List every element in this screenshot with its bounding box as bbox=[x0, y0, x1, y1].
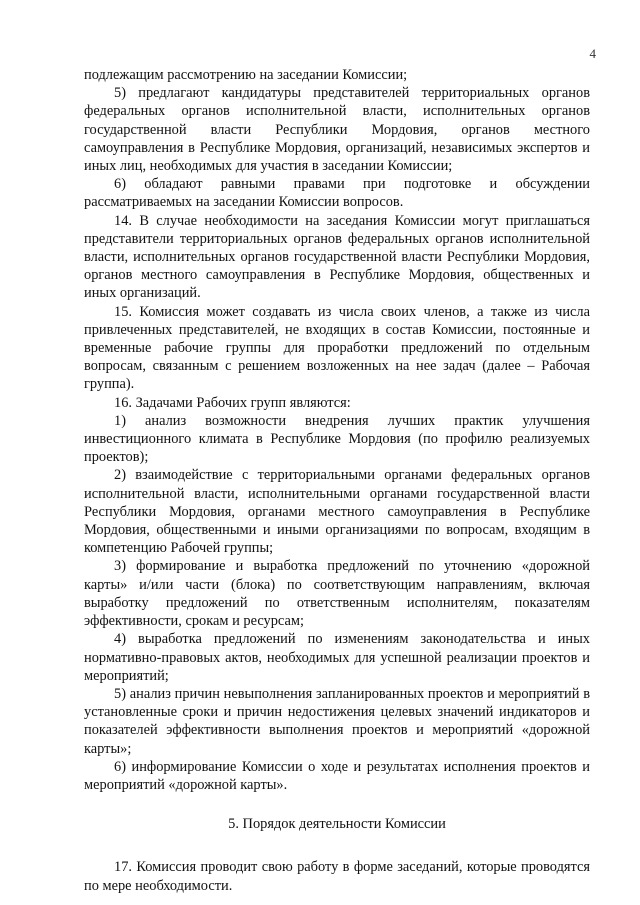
paragraph-task-1: 1) анализ возможности внедрения лучших практик улучшения инвестиционного климата в Республике Мордовия (по профилю реализуемых проектов); bbox=[84, 412, 590, 466]
paragraph-task-3: 3) формирование и выработка предложений по уточнению «дорожной карты» и/или части (блока) по соответствующим направлениям, включая выработку предложений по ответственным исполнителям, показателям эффективности, срокам и ресурсам; bbox=[84, 558, 590, 630]
paragraph-task-2: 2) взаимодействие с территориальными органами федеральных органов исполнительной власти, исполнительными органами государственной власти Республики Мордовия, органами местного самоуправления в Республике Мордовия, общественными и иными организациями по вопросам, входящим в компетенцию Рабочей группы; bbox=[84, 467, 590, 557]
paragraph-task-6: 6) информирование Комиссии о ходе и результатах исполнения проектов и мероприятий «дорожной карты». bbox=[84, 758, 590, 793]
document-body bbox=[84, 66, 590, 895]
paragraph-task-4: 4) выработка предложений по изменениям законодательства и иных нормативно-правовых актов, необходимых для успешной реализации проектов и мероприятий; bbox=[84, 631, 590, 684]
page-number: 4 bbox=[589, 46, 596, 61]
paragraph-clause-17: 17. Комиссия проводит свою работу в форме заседаний, которые проводятся по мере необходимости. bbox=[84, 859, 590, 894]
paragraph-clause-16: 16. Задачами Рабочих групп являются: bbox=[114, 394, 351, 411]
paragraph-clause-15: 15. Комиссия может создавать из числа своих членов, а также из числа привлеченных представителей, не входящих в состав Комиссии, постоянные и временные рабочие группы для проработки предложений по отдельным вопросам, связанным с решением возложенных на нее задач (далее – Рабочая группа). bbox=[84, 303, 590, 393]
paragraph-clause-14: 14. В случае необходимости на заседания Комиссии могут приглашаться представители территориальных органов федеральных органов исполнительной власти, исполнительных органов государственной власти Республики Мордовия, органов местного самоуправления в Республике Мордовия, общественных и иных организаций. bbox=[84, 212, 590, 302]
paragraph-continuation: подлежащим рассмотрению на заседании Комиссии; bbox=[84, 67, 408, 83]
paragraph-item-6: 6) обладают равными правами при подготовке и обсуждении рассматриваемых на заседании Комиссии вопросов. bbox=[84, 176, 590, 211]
section-heading: 5. Порядок деятельности Комиссии bbox=[228, 816, 446, 833]
paragraph-task-5: 5) анализ причин невыполнения запланированных проектов и мероприятий в установленные сроки и причин недостижения целевых значений индикаторов и показателей эффективности выполнения проектов и мероприятий «дорожной карты»; bbox=[84, 685, 590, 757]
paragraph-item-5: 5) предлагают кандидатуры представителей территориальных органов федеральных органов исполнительной власти, исполнительных органов государственной власти Республики Мордовия, органов местного самоуправления в Республике Мордовия, организаций, независимых экспертов и иных лиц, необходимых для участия в заседании Комиссии; bbox=[84, 85, 590, 175]
